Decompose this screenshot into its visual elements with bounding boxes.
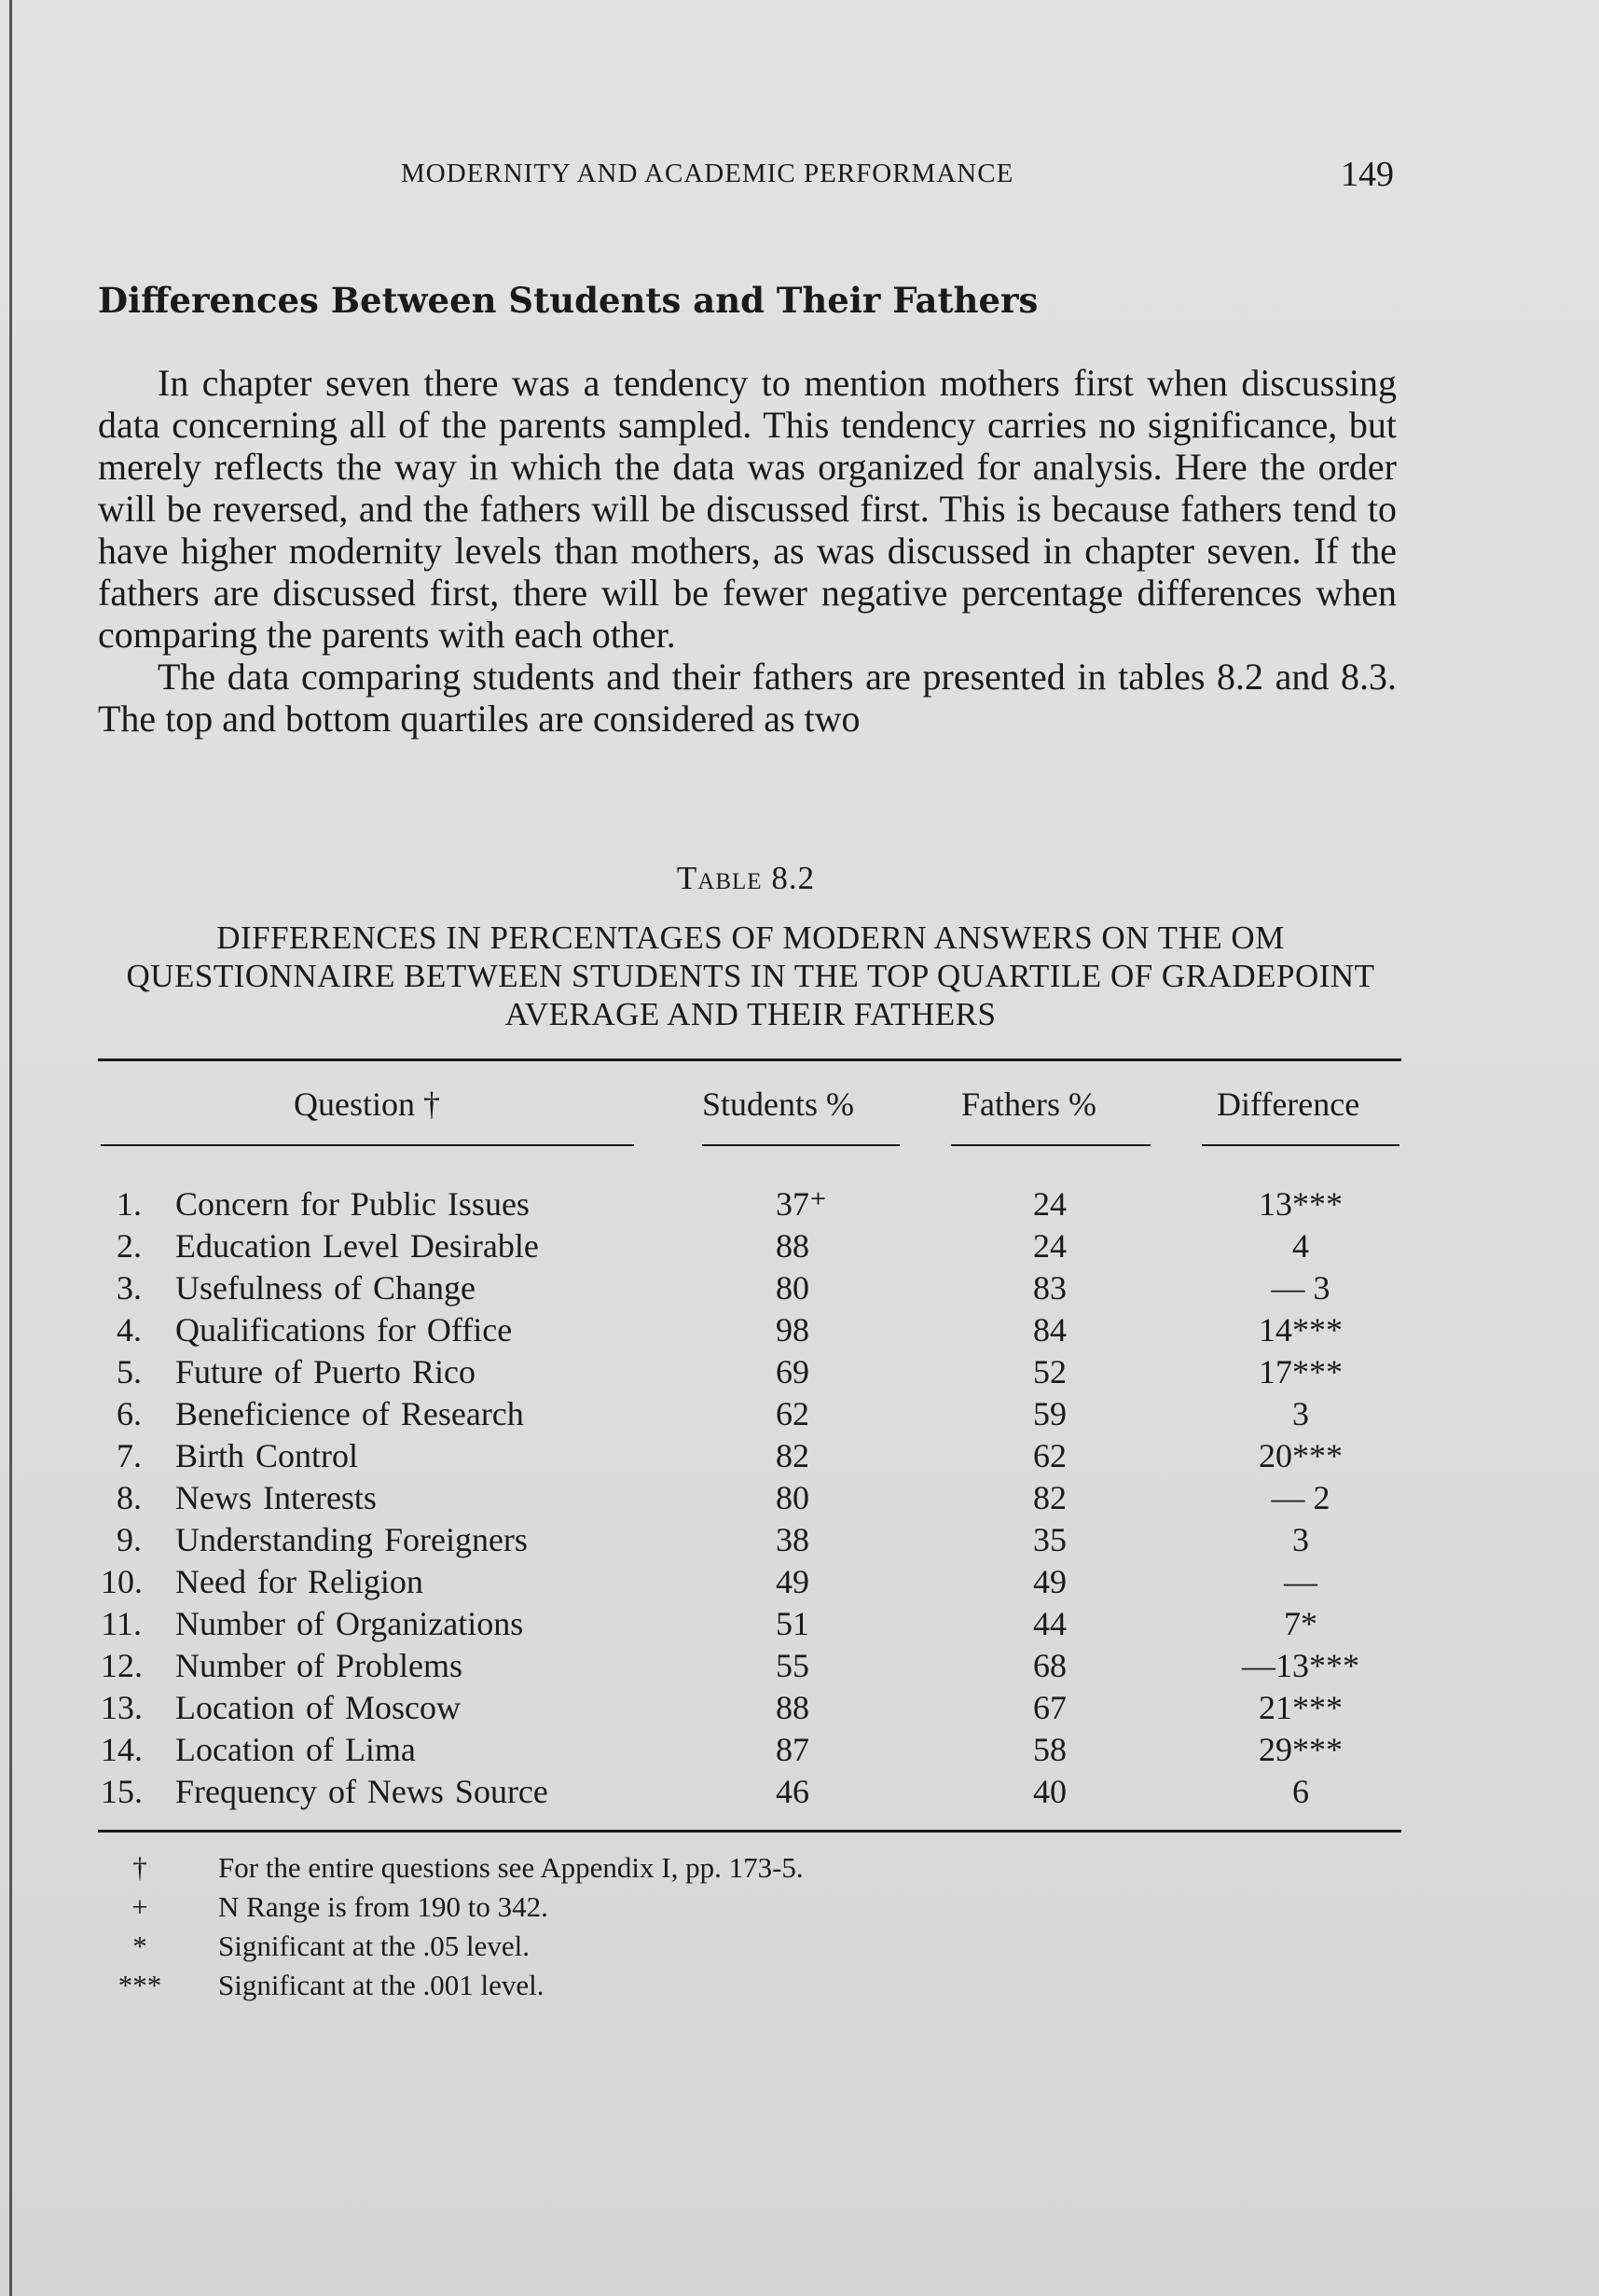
row-number: 1. — [117, 1185, 142, 1223]
row-difference: 17*** — [1259, 1353, 1343, 1390]
row-difference: — 2 — [1271, 1479, 1330, 1516]
row-students: 82 — [776, 1437, 809, 1474]
footnote-symbol: * — [132, 1929, 147, 1962]
body-text — [98, 362, 1397, 740]
row-students: 88 — [776, 1689, 809, 1726]
row-difference: 13*** — [1259, 1185, 1343, 1223]
footnote-symbol: + — [131, 1890, 148, 1923]
row-fathers: 49 — [1033, 1563, 1067, 1600]
row-fathers: 59 — [1033, 1395, 1067, 1432]
table-footnotes — [0, 1851, 1599, 2008]
table-row — [0, 1688, 1599, 1730]
table-row — [0, 1394, 1599, 1436]
footnote — [0, 1851, 1599, 1890]
row-students: 62 — [776, 1395, 809, 1432]
table-label — [0, 860, 1492, 897]
footnote-text: N Range is from 190 to 342. — [218, 1890, 548, 1923]
row-fathers: 62 — [1033, 1437, 1067, 1474]
row-students: 55 — [776, 1647, 809, 1684]
row-number: 12. — [101, 1647, 143, 1684]
row-number: 14. — [101, 1731, 143, 1768]
row-question: Beneficience of Research — [175, 1395, 524, 1432]
row-number: 15. — [101, 1773, 143, 1810]
paragraph: In chapter seven there was a tendency to mention mothers first when discussing data concerning all of the parents sampled. This tendency carries no significance, but merely reflects the way in which the data was organized for analysis. Here the order will be reversed, and the fathers will be discussed first. This is because fathers tend to have higher modernity levels than mothers, as was discussed in chapter seven. If the fathers are discussed first, there will be fewer negative percentage differences when comparing the parents with each other. — [98, 362, 1397, 656]
row-question: Understanding Foreigners — [175, 1521, 528, 1558]
running-head: MODERNITY AND ACADEMIC PERFORMANCE — [401, 159, 1014, 188]
row-fathers: 24 — [1033, 1227, 1067, 1265]
row-students: 37⁺ — [776, 1185, 828, 1223]
row-question: News Interests — [175, 1479, 377, 1516]
row-students: 46 — [776, 1773, 809, 1810]
row-students: 69 — [776, 1353, 809, 1390]
footnote — [0, 1929, 1599, 1969]
row-students: 49 — [776, 1563, 809, 1600]
table-row — [0, 1310, 1599, 1352]
table-row — [0, 1604, 1599, 1646]
header-students: Students % — [702, 1086, 855, 1123]
row-difference: — — [1284, 1563, 1317, 1600]
row-number: 6. — [117, 1395, 142, 1432]
row-difference: 3 — [1292, 1521, 1309, 1558]
row-fathers: 84 — [1033, 1311, 1067, 1349]
footnote — [0, 1890, 1599, 1929]
row-students: 80 — [776, 1269, 809, 1307]
row-number: 13. — [101, 1689, 143, 1726]
table-bottom-rule — [98, 1830, 1401, 1833]
row-question: Number of Problems — [175, 1647, 462, 1684]
row-question: Need for Religion — [175, 1563, 423, 1600]
row-fathers: 67 — [1033, 1689, 1067, 1726]
row-question: Future of Puerto Rico — [175, 1353, 476, 1390]
row-difference: 20*** — [1259, 1437, 1343, 1474]
page-number: 149 — [1341, 155, 1394, 194]
row-number: 5. — [117, 1353, 142, 1390]
row-question: Qualifications for Office — [175, 1311, 513, 1349]
row-fathers: 35 — [1033, 1521, 1067, 1558]
row-difference: — 3 — [1271, 1269, 1330, 1307]
table-row — [0, 1520, 1599, 1562]
table-row — [0, 1646, 1599, 1688]
row-difference: 4 — [1292, 1227, 1309, 1265]
table-row — [0, 1184, 1599, 1226]
header-question: Question † — [294, 1086, 440, 1123]
row-number: 10. — [101, 1563, 143, 1600]
header-rule-difference — [1202, 1144, 1399, 1146]
row-difference: 29*** — [1259, 1731, 1343, 1768]
row-fathers: 58 — [1033, 1731, 1067, 1768]
row-difference: 14*** — [1259, 1311, 1343, 1349]
row-difference: 21*** — [1259, 1689, 1343, 1726]
footnote-text: Significant at the .05 level. — [218, 1929, 531, 1962]
row-question: Birth Control — [175, 1437, 359, 1474]
table-label-text: Table 8.2 — [676, 860, 816, 896]
footnote-text: For the entire questions see Appendix I, pp. 173-5. — [218, 1851, 804, 1884]
row-difference: 3 — [1292, 1395, 1309, 1432]
row-number: 7. — [117, 1437, 142, 1474]
row-fathers: 52 — [1033, 1353, 1067, 1390]
table-row — [0, 1268, 1599, 1310]
table-row — [0, 1562, 1599, 1604]
row-students: 98 — [776, 1311, 809, 1349]
row-difference: —13*** — [1242, 1647, 1359, 1684]
footnote — [0, 1969, 1599, 2008]
row-number: 8. — [117, 1479, 142, 1516]
row-fathers: 68 — [1033, 1647, 1067, 1684]
header-difference: Difference — [1217, 1086, 1360, 1123]
section-heading: Differences Between Students and Their Fathers — [98, 280, 1039, 321]
header-rule-students — [702, 1144, 900, 1146]
table-caption: DIFFERENCES IN PERCENTAGES OF MODERN ANSWERS ON THE OM QUESTIONNAIRE BETWEEN STUDENTS IN THE TOP QUARTILE OF GRADEPOINT AVERAGE AND THEIR FATHERS — [126, 920, 1375, 1032]
footnote-symbol: *** — [117, 1969, 162, 2001]
header-rule-question — [101, 1144, 634, 1146]
table-top-rule — [98, 1058, 1401, 1061]
row-students: 51 — [776, 1605, 809, 1642]
table-row — [0, 1478, 1599, 1520]
paragraph: The data comparing students and their fathers are presented in tables 8.2 and 8.3. The top and bottom quartiles are considered as two — [98, 656, 1397, 740]
row-number: 3. — [117, 1269, 142, 1307]
table-row — [0, 1226, 1599, 1268]
row-number: 11. — [101, 1605, 142, 1642]
table-row — [0, 1436, 1599, 1478]
row-question: Usefulness of Change — [175, 1269, 476, 1307]
row-students: 87 — [776, 1731, 809, 1768]
row-difference: 6 — [1292, 1773, 1309, 1810]
table-body — [0, 1184, 1599, 1814]
header-fathers: Fathers % — [961, 1086, 1096, 1123]
row-number: 2. — [117, 1227, 142, 1265]
header-rule-fathers — [951, 1144, 1151, 1146]
row-question: Number of Organizations — [175, 1605, 524, 1642]
row-number: 9. — [117, 1521, 142, 1558]
row-question: Education Level Desirable — [175, 1227, 539, 1265]
row-students: 38 — [776, 1521, 809, 1558]
table-row — [0, 1730, 1599, 1772]
row-question: Location of Moscow — [175, 1689, 461, 1726]
row-question: Frequency of News Source — [175, 1773, 548, 1810]
row-difference: 7* — [1284, 1605, 1317, 1642]
table-row — [0, 1352, 1599, 1394]
footnote-text: Significant at the .001 level. — [218, 1969, 544, 2001]
row-fathers: 44 — [1033, 1605, 1067, 1642]
footnote-symbol: † — [132, 1851, 147, 1884]
row-number: 4. — [117, 1311, 142, 1349]
row-fathers: 82 — [1033, 1479, 1067, 1516]
row-question: Location of Lima — [175, 1731, 416, 1768]
row-fathers: 24 — [1033, 1185, 1067, 1223]
row-fathers: 40 — [1033, 1773, 1067, 1810]
row-question: Concern for Public Issues — [175, 1185, 530, 1223]
row-fathers: 83 — [1033, 1269, 1067, 1307]
table-row — [0, 1772, 1599, 1814]
row-students: 88 — [776, 1227, 809, 1265]
row-students: 80 — [776, 1479, 809, 1516]
